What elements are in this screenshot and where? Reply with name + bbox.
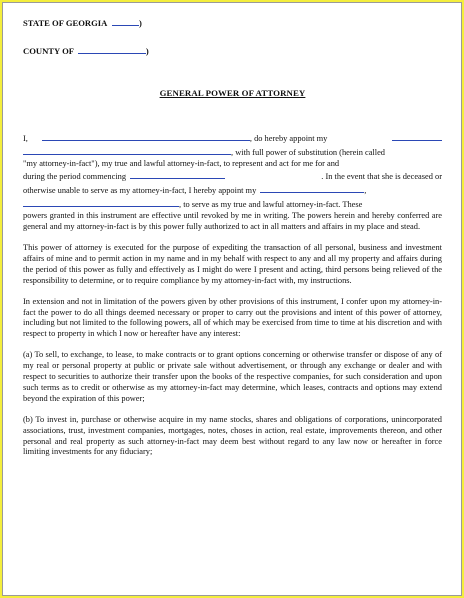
agent-name-field[interactable] <box>392 131 442 141</box>
text-attorney-in-fact: "my attorney-in-fact"), my true and lawful attorney-in-fact, to represent and act for me for and <box>23 158 340 168</box>
text-serve: , to serve as my true and lawful attorney-in-fact. These <box>179 200 363 210</box>
state-label: STATE OF GEORGIA <box>23 18 107 28</box>
state-field[interactable] <box>112 16 139 26</box>
document-title: GENERAL POWER OF ATTORNEY <box>159 87 306 98</box>
document-frame <box>2 2 462 596</box>
appointment-line-6 <box>23 197 442 211</box>
text-comma: , <box>364 186 367 196</box>
state-bracket: ) <box>139 18 142 28</box>
appointment-line-5 <box>23 183 442 197</box>
paragraph-power-a: (a) To sell, to exchange, to lease, to make contracts or to grant options concerning or otherwise transfer or dispose of any of my real or personal property at public or private sale without advertisement, or through any exchange or dealer and with respect to securities to authorize their transfer upon the books of the respective companies, for such consideration and upon such terms as to credit or otherwise as my attorney-in-fact may determine, which leases, contracts and options may extend beyond the expiration of this power; <box>23 350 442 403</box>
paragraph-purpose: This power of attorney is executed for the purpose of expediting the transaction of all personal, business and investment affairs of mine and to permit action in my name and in my behalf with respect to any and all my property and affairs during the period of this power as fully and effectively as I might do were I present and acting, third persons being relieved of the responsibility to determine, or to require compliance by my attorney-in-fact with, my instructions. <box>23 242 442 285</box>
state-line <box>23 16 442 29</box>
text-appoint: , do hereby appoint my <box>249 133 328 143</box>
appointment-line-1 <box>23 131 442 145</box>
county-label: COUNTY OF <box>23 45 74 56</box>
county-bracket: ) <box>145 45 149 56</box>
agent-address-field[interactable] <box>23 145 231 155</box>
paragraph-power-b: (b) To invest in, purchase or otherwise acquire in my name stocks, shares and obligations of corporations, unincorporated associations, trust, investment companies, mortgages, notes, choses in action, real estate, improvements thereon, and other personal and real property as such attorney-in-fact may deem best without regard to any law now or hereafter in force limiting investments for any fiduciary; <box>23 414 442 457</box>
text-deceased: . In the event that she is deceased or <box>321 172 442 182</box>
text-alternate: otherwise unable to serve as my attorney-in-fact, I hereby appoint my <box>23 186 257 196</box>
alternate-agent-field[interactable] <box>260 183 364 193</box>
principal-name-field[interactable] <box>42 131 250 141</box>
alternate-address-field[interactable] <box>23 197 179 207</box>
paragraph-extension: In extension and not in limitation of the powers given by other provisions of this instrument, I confer upon my attorney-in-fact the power to do all things deemed necessary or proper to carry out the provisions and intent of this power of attorney, including but not limited to the following powers, all of which may be exercised from time to time at his discretion and with respect to property in which I now or hereafter have any interest: <box>23 296 442 339</box>
text-powers-granted: powers granted in this instrument are effective until revoked by me in writing. The powers herein and hereby conferred are general and my attorney-in-fact is by this power fully authorized to act in all matters and affairs in my place and stead. <box>23 211 442 232</box>
text-i: I, <box>23 133 28 143</box>
appointment-line-4 <box>23 169 442 183</box>
document-page <box>23 13 442 458</box>
paragraph-appointment <box>23 131 442 233</box>
commencement-date-field[interactable] <box>130 169 225 179</box>
text-substitution: , with full power of substitution (herein called <box>231 147 385 157</box>
text-commencing: during the period commencing <box>23 172 127 182</box>
county-line <box>23 44 442 57</box>
appointment-line-2 <box>23 145 442 159</box>
county-field[interactable] <box>78 44 146 54</box>
